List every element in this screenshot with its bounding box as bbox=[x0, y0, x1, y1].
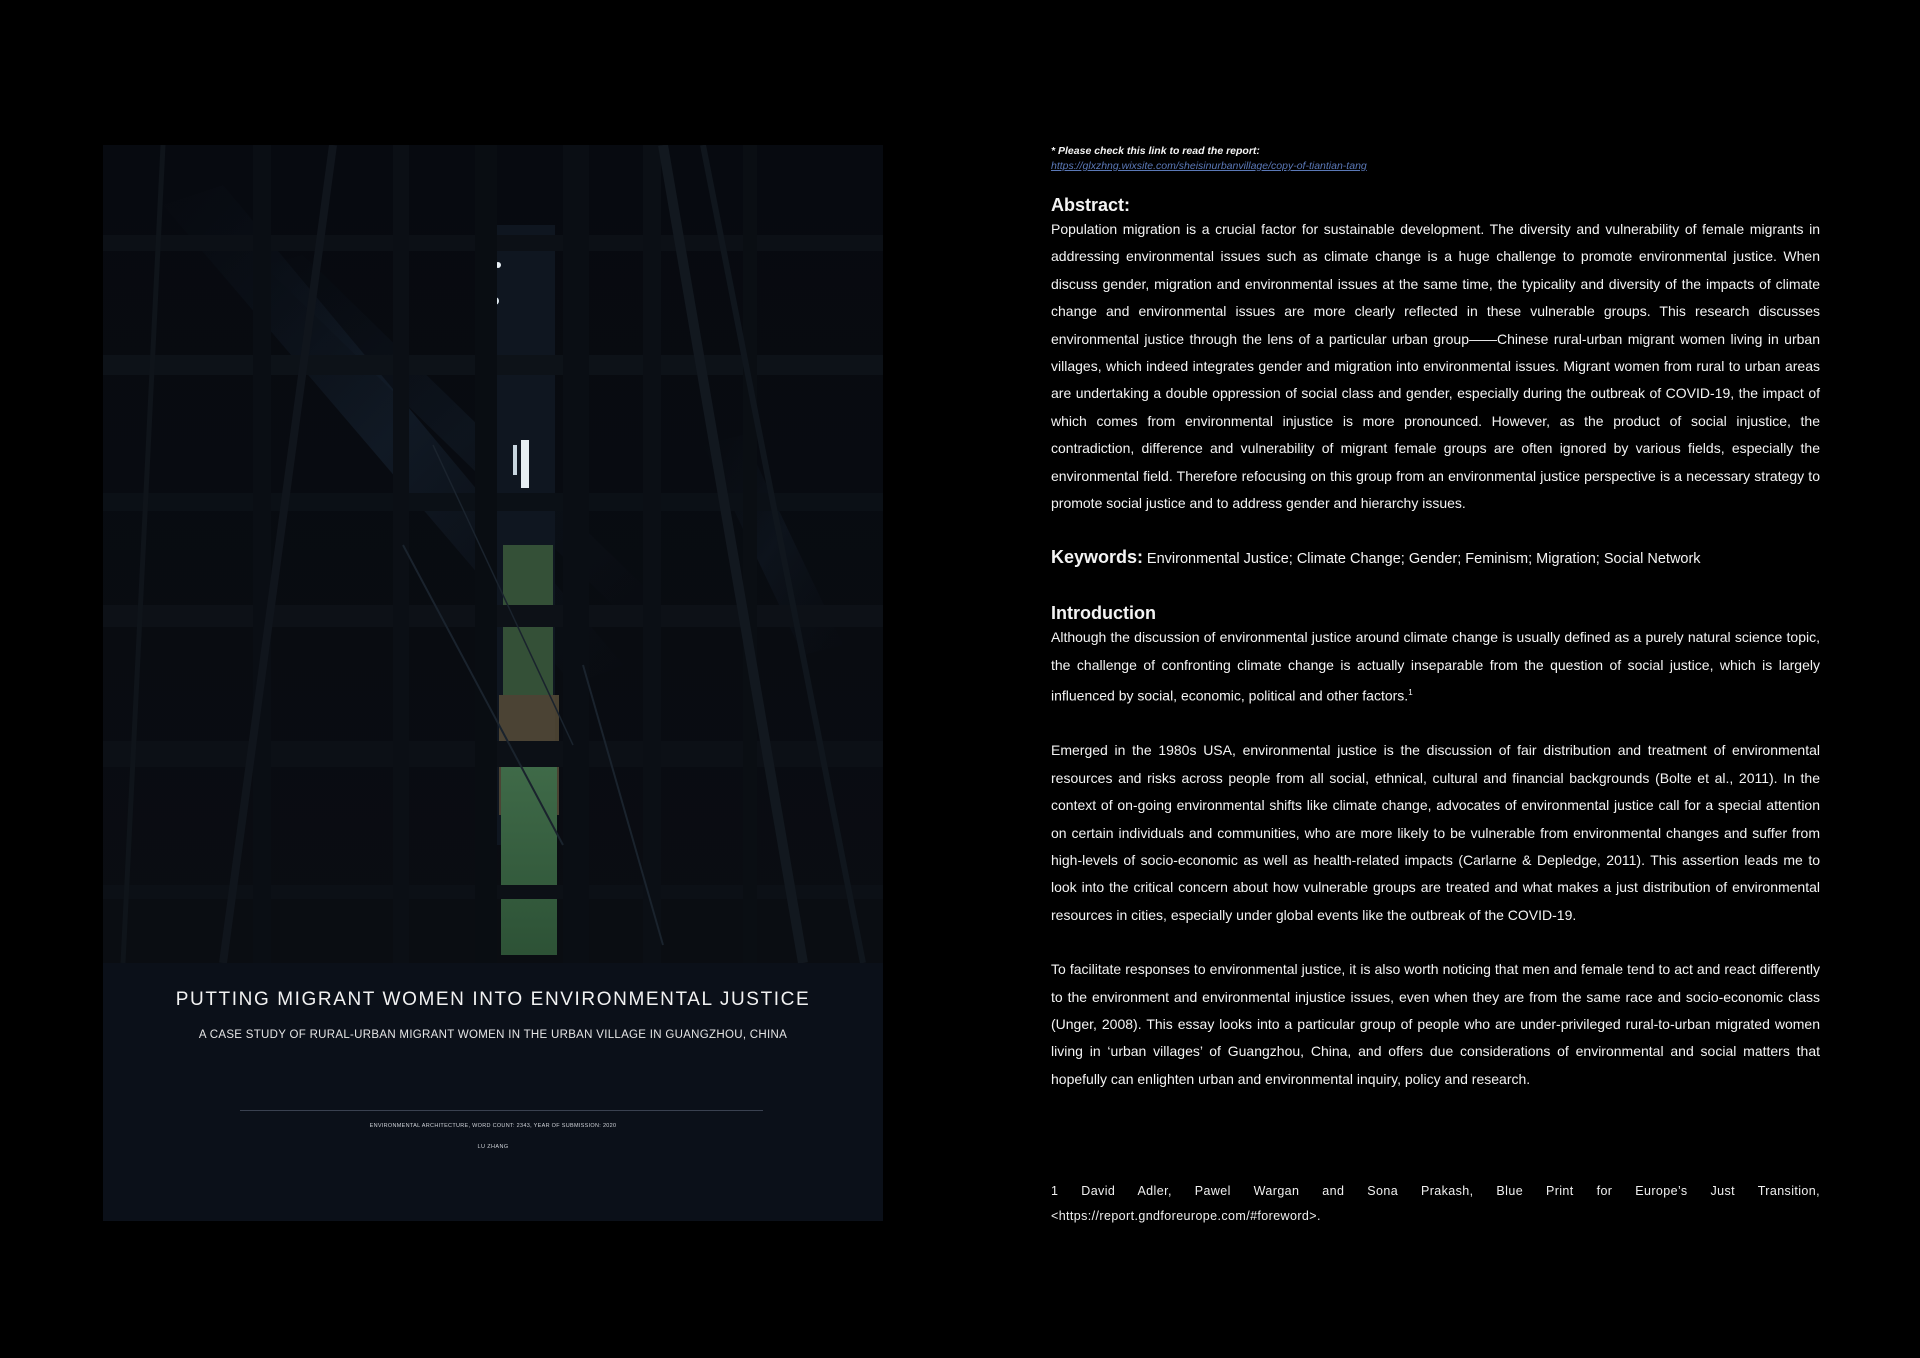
report-link[interactable]: https://glxzhng.wixsite.com/sheisinurbanvillage/copy-of-tiantian-tang bbox=[1051, 160, 1367, 172]
intro-paragraph-1 bbox=[1051, 624, 1820, 710]
cover-meta: ENVIRONMENTAL ARCHITECTURE, WORD COUNT: 2343, YEAR OF SUBMISSION: 2020 bbox=[369, 1123, 617, 1129]
cover-divider bbox=[240, 1110, 763, 1111]
intro-paragraph-2: Emerged in the 1980s USA, environmental justice is the discussion of fair distribution and treatment of environmental resources and risks across people from all social, ethnical, cultural and financial backgrounds (Bolte et al., 2011). In the context of on-going environmental shifts like climate change, advocates of environmental justice call for a special attention on certain individuals and communities, who are more likely to be vulnerable from environmental changes and suffer from high-levels of socio-economic as well as health-related impacts (Carlarne & Depledge, 2011). This assertion leads me to look into the critical concern about how vulnerable groups are treated and what makes a just distribution of environmental resources in cities, especially under global events like the outbreak of the COVID-19. bbox=[1051, 742, 1820, 923]
introduction-heading: Introduction bbox=[1051, 603, 1156, 624]
intro-paragraph-3: To facilitate responses to environmental justice, it is also worth noticing that men and female tend to act and react differently to the environment and environmental injustice issues, even when they are from the same race and socio-economic class (Unger, 2008). This essay looks into a particular group of people who are under-privileged rural-to-urban migrated women living in ‘urban villages’ of Guangzhou, China, and offers due considerations of environmental and social matters that hopefully can enlighten urban and environmental inquiry, policy and research. bbox=[1051, 961, 1820, 1087]
abstract-text: Population migration is a crucial factor for sustainable development. The diversity and vulnerability of female migrants in addressing environmental issues such as climate change is a huge challenge to promote environmental justice. When discuss gender, migration and environmental issues at the same time, the typicality and diversity of the impacts of climate change and environmental issues are more clearly reflected in these vulnerable groups. This research discusses environmental justice through the lens of a particular urban group——Chinese rural-urban migrant women living in urban villages, which indeed integrates gender and migration into environmental issues. Migrant women from rural to urban areas are undertaking a double oppression of social class and gender, especially during the outbreak of COVID-19, the impact of which comes from environmental injustice is more pronounced. However, as the product of social injustice, the contradiction, difference and vulnerability of migrant female groups are often ignored by various fields, especially the environmental field. Therefore refocusing on this group from an environmental justice perspective is a necessary strategy to promote social justice and to address gender and hierarchy issues. bbox=[1051, 221, 1820, 512]
cover-author: LU ZHANG bbox=[477, 1144, 509, 1150]
keywords-label: Keywords: bbox=[1051, 547, 1144, 568]
footnote-mark: 1 bbox=[1408, 688, 1413, 698]
keywords-text: Environmental Justice; Climate Change; Gender; Feminism; Migration; Social Network bbox=[1146, 551, 1701, 568]
cover-subtitle: A CASE STUDY OF RURAL-URBAN MIGRANT WOMEN IN THE URBAN VILLAGE IN GUANGZHOU, CHINA bbox=[198, 1029, 788, 1041]
keywords-row bbox=[1051, 546, 1820, 570]
abstract-heading: Abstract: bbox=[1051, 195, 1131, 215]
cover-text-layer bbox=[103, 145, 883, 1221]
report-page bbox=[1051, 144, 1820, 1093]
link-note: * Please check this link to read the report: bbox=[1051, 145, 1260, 157]
intro-paragraph-1-text: Although the discussion of environmental justice around climate change is usually defined as a purely natural science topic, the challenge of confronting climate change is actually inseparable from the question of social justice, which is largely influenced by social, economic, political and other factors. bbox=[1051, 629, 1820, 704]
footnote: 1 David Adler, Pawel Wargan and Sona Prakash, Blue Print for Europe’s Just Transition, <https://report.gndforeurope.com/#foreword>. bbox=[1051, 1184, 1820, 1223]
cover-title: PUTTING MIGRANT WOMEN INTO ENVIRONMENTAL JUSTICE bbox=[175, 989, 811, 1010]
